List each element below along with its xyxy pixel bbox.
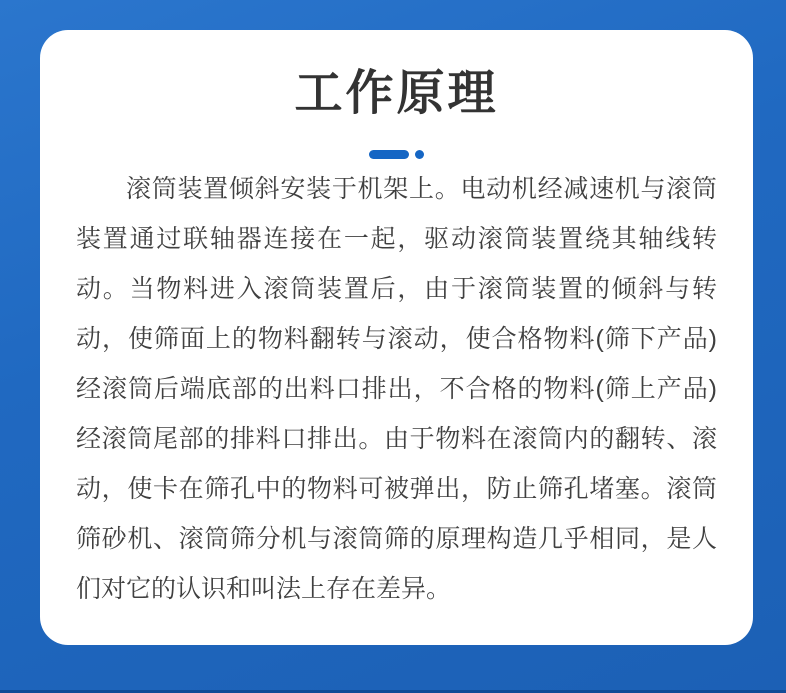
divider-dash-icon	[369, 150, 409, 159]
divider-dot-icon	[415, 150, 424, 159]
page-title: 工作原理	[294, 67, 499, 120]
body-paragraph: 滚筒装置倾斜安装于机架上。电动机经减速机与滚筒装置通过联轴器连接在一起，驱动滚筒装置绕其轴线转动。当物料进入滚筒装置后，由于滚筒装置的倾斜与转动，使筛面上的物料翻转与滚动，使合格物料(筛下产品)经滚筒后端底部的出料口排出，不合格的物料(筛上产品)经滚筒尾部的排料口排出。由于物料在滚筒内的翻转、滚动，使卡在筛孔中的物料可被弹出，防止筛孔堵塞。滚筒筛砂机、滚筒筛分机与滚筒筛的原理构造几乎相同，是人们对它的认识和叫法上存在差异。	[76, 175, 717, 603]
content-card	[40, 30, 753, 645]
section-divider	[76, 150, 717, 159]
